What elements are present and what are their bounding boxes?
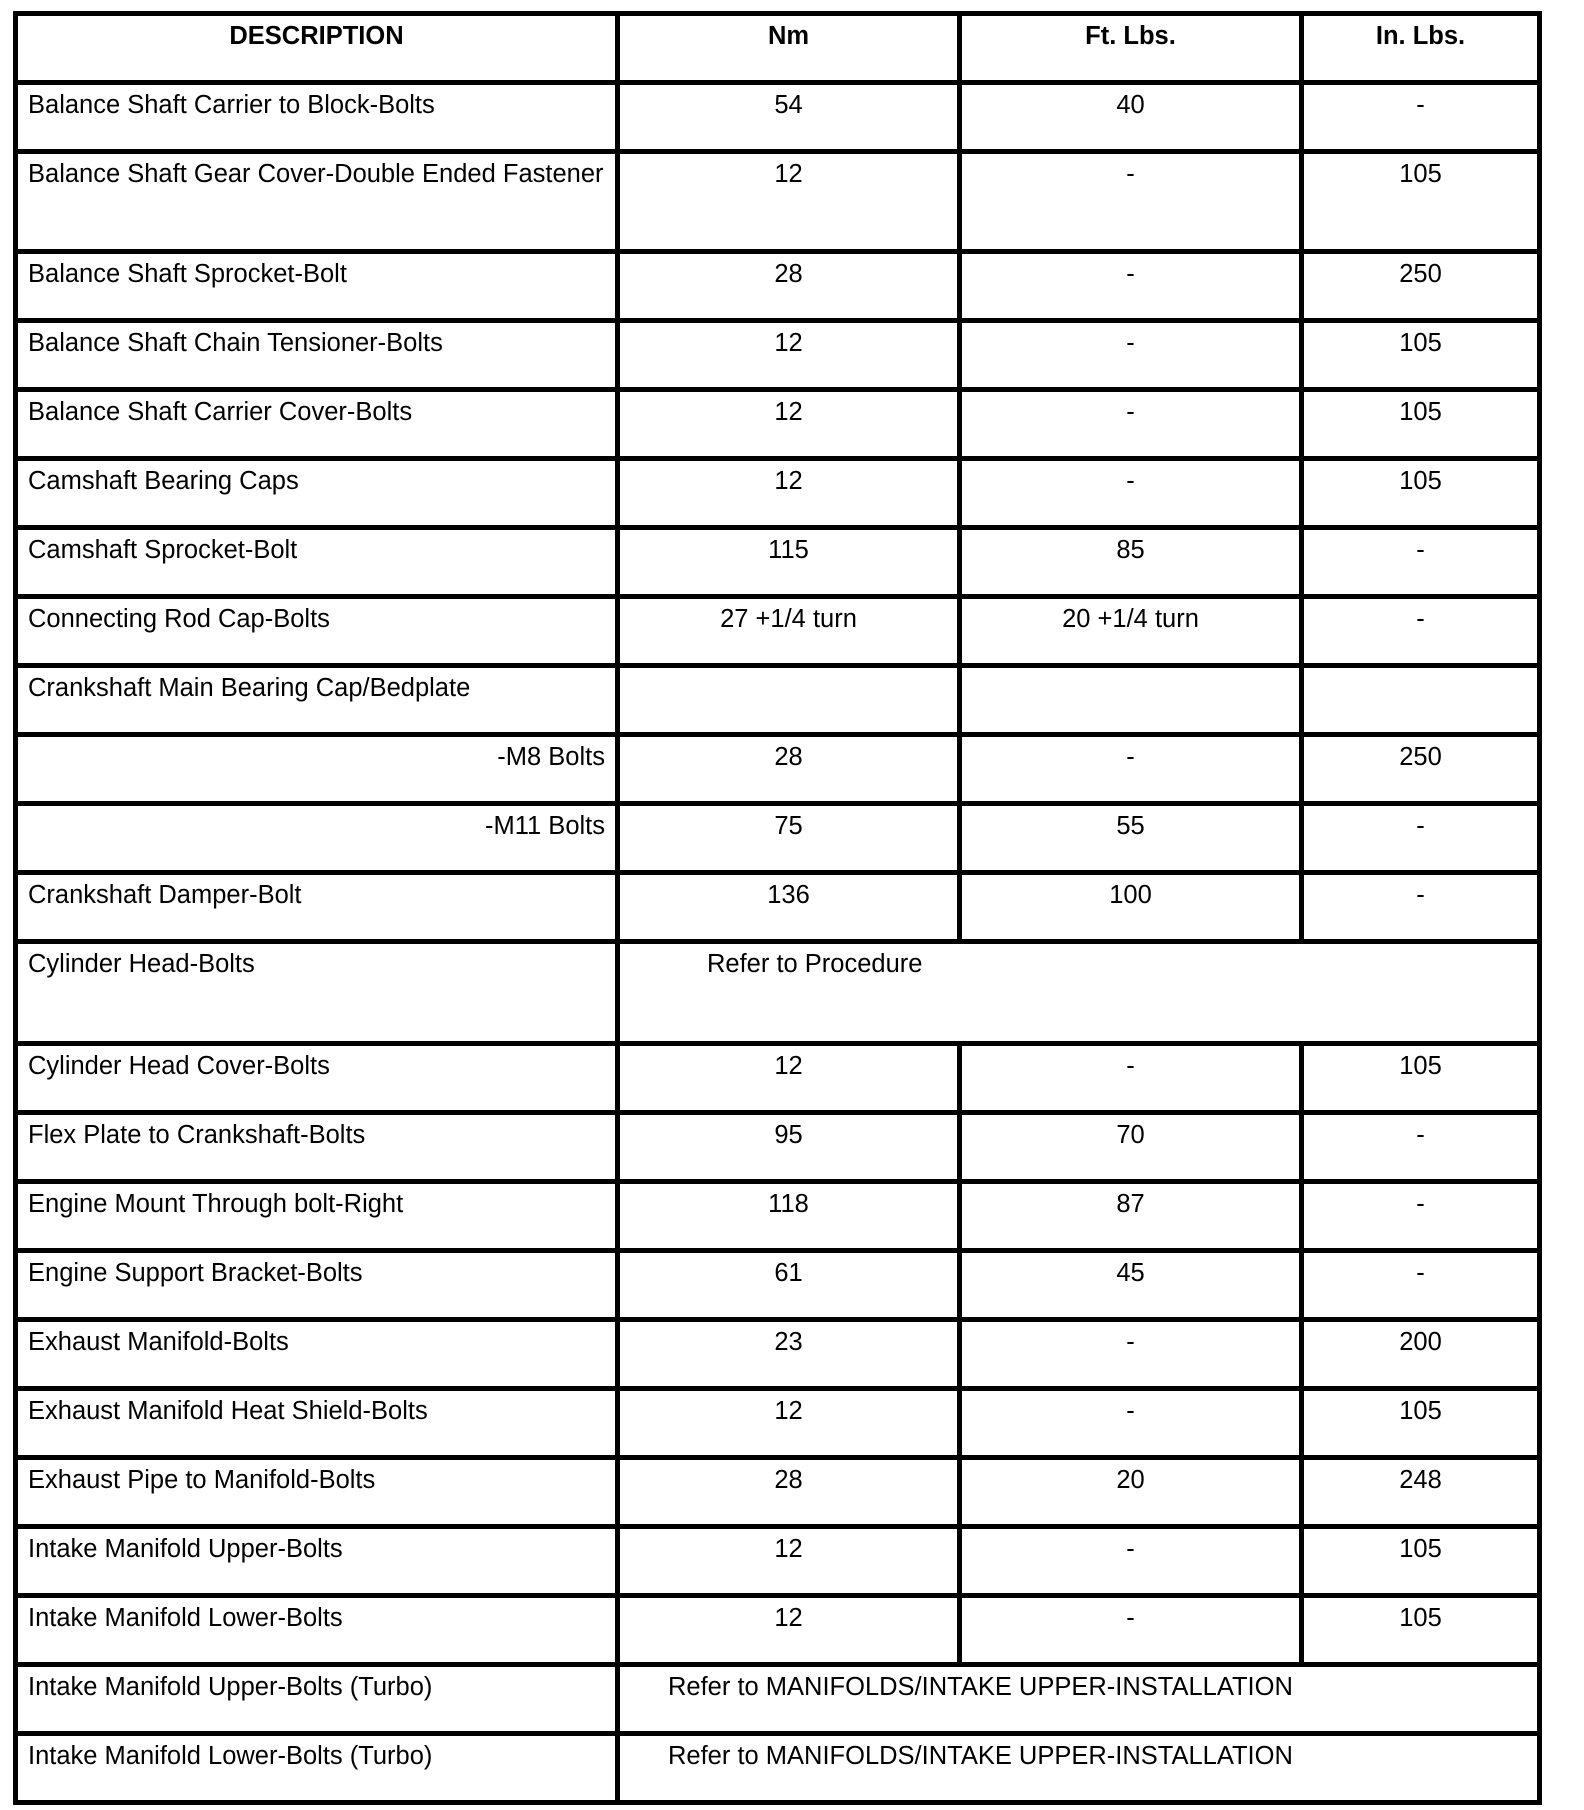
ft-lbs-cell: 70 [960,1113,1302,1182]
nm-cell: 28 [618,735,960,804]
description-cell: Camshaft Bearing Caps [16,459,618,528]
ft-lbs-cell: - [960,252,1302,321]
table-row [16,390,1540,459]
header-row [16,14,1540,83]
ft-lbs-cell: - [960,1596,1302,1665]
in-lbs-cell: 105 [1302,459,1540,528]
ft-lbs-cell: - [960,390,1302,459]
table-row [16,1734,1540,1803]
nm-cell: 115 [618,528,960,597]
description-cell: Camshaft Sprocket-Bolt [16,528,618,597]
table-row [16,321,1540,390]
description-cell: Balance Shaft Gear Cover-Double Ended Fastener [16,152,618,252]
description-cell: Balance Shaft Sprocket-Bolt [16,252,618,321]
procedure-note-cell: Refer to MANIFOLDS/INTAKE UPPER-INSTALLATION [618,1665,1540,1734]
nm-cell: 12 [618,152,960,252]
nm-cell: 136 [618,873,960,942]
description-cell: Exhaust Manifold Heat Shield-Bolts [16,1389,618,1458]
table-row [16,1527,1540,1596]
ft-lbs-cell [960,666,1302,735]
ft-lbs-cell: 55 [960,804,1302,873]
table-row [16,1113,1540,1182]
ft-lbs-cell: - [960,1044,1302,1113]
in-lbs-cell: - [1302,1182,1540,1251]
nm-cell: 12 [618,1389,960,1458]
in-lbs-cell: 250 [1302,735,1540,804]
in-lbs-cell: - [1302,1251,1540,1320]
description-cell: Flex Plate to Crankshaft-Bolts [16,1113,618,1182]
description-cell: Intake Manifold Lower-Bolts [16,1596,618,1665]
description-cell: Cylinder Head-Bolts [16,942,618,1044]
nm-cell: 27 +1/4 turn [618,597,960,666]
description-cell: Exhaust Pipe to Manifold-Bolts [16,1458,618,1527]
description-cell: Balance Shaft Chain Tensioner-Bolts [16,321,618,390]
in-lbs-cell: - [1302,83,1540,152]
in-lbs-cell: 105 [1302,1389,1540,1458]
table-row [16,735,1540,804]
nm-cell: 12 [618,1527,960,1596]
description-cell: Cylinder Head Cover-Bolts [16,1044,618,1113]
ft-lbs-cell: 87 [960,1182,1302,1251]
table-row [16,1320,1540,1389]
nm-cell: 95 [618,1113,960,1182]
ft-lbs-cell: 40 [960,83,1302,152]
table-row [16,804,1540,873]
torque-spec-table [13,11,1542,1805]
table-row [16,873,1540,942]
description-cell: Connecting Rod Cap-Bolts [16,597,618,666]
description-cell: -M11 Bolts [16,804,618,873]
in-lbs-cell: 248 [1302,1458,1540,1527]
nm-cell: 75 [618,804,960,873]
nm-cell: 28 [618,252,960,321]
in-lbs-cell: 105 [1302,1527,1540,1596]
description-cell: Intake Manifold Lower-Bolts (Turbo) [16,1734,618,1803]
ft-lbs-cell: - [960,1527,1302,1596]
description-cell: Balance Shaft Carrier to Block-Bolts [16,83,618,152]
description-cell: Exhaust Manifold-Bolts [16,1320,618,1389]
nm-cell [618,666,960,735]
table-row [16,1665,1540,1734]
table-row [16,1389,1540,1458]
in-lbs-cell: 105 [1302,321,1540,390]
ft-lbs-cell: - [960,735,1302,804]
in-lbs-cell: 105 [1302,1596,1540,1665]
nm-cell: 12 [618,459,960,528]
description-cell: Engine Mount Through bolt-Right [16,1182,618,1251]
in-lbs-cell: - [1302,873,1540,942]
ft-lbs-cell: 85 [960,528,1302,597]
table-row [16,666,1540,735]
in-lbs-cell: 105 [1302,152,1540,252]
description-cell: Engine Support Bracket-Bolts [16,1251,618,1320]
table-row [16,1596,1540,1665]
ft-lbs-cell: - [960,1389,1302,1458]
table-row [16,528,1540,597]
nm-cell: 61 [618,1251,960,1320]
ft-lbs-cell: - [960,459,1302,528]
in-lbs-cell: 200 [1302,1320,1540,1389]
ft-lbs-cell: 20 +1/4 turn [960,597,1302,666]
description-cell: -M8 Bolts [16,735,618,804]
nm-cell: 12 [618,1596,960,1665]
table-row [16,1182,1540,1251]
header-nm: Nm [618,14,960,83]
header-in-lbs: In. Lbs. [1302,14,1540,83]
in-lbs-cell: - [1302,597,1540,666]
in-lbs-cell: - [1302,1113,1540,1182]
description-cell: Intake Manifold Upper-Bolts (Turbo) [16,1665,618,1734]
in-lbs-cell: 105 [1302,1044,1540,1113]
ft-lbs-cell: - [960,152,1302,252]
nm-cell: 118 [618,1182,960,1251]
header-description: DESCRIPTION [16,14,618,83]
ft-lbs-cell: 45 [960,1251,1302,1320]
table-row [16,252,1540,321]
table-row [16,942,1540,1044]
nm-cell: 12 [618,1044,960,1113]
table-row [16,83,1540,152]
description-cell: Crankshaft Damper-Bolt [16,873,618,942]
header-ft-lbs: Ft. Lbs. [960,14,1302,83]
ft-lbs-cell: 100 [960,873,1302,942]
table-row [16,597,1540,666]
nm-cell: 12 [618,321,960,390]
ft-lbs-cell: - [960,321,1302,390]
description-cell: Balance Shaft Carrier Cover-Bolts [16,390,618,459]
procedure-note-cell: Refer to MANIFOLDS/INTAKE UPPER-INSTALLATION [618,1734,1540,1803]
table-row [16,1458,1540,1527]
description-cell: Intake Manifold Upper-Bolts [16,1527,618,1596]
in-lbs-cell: 105 [1302,390,1540,459]
table-row [16,152,1540,252]
in-lbs-cell: - [1302,804,1540,873]
description-cell: Crankshaft Main Bearing Cap/Bedplate [16,666,618,735]
table-row [16,459,1540,528]
in-lbs-cell: - [1302,528,1540,597]
nm-cell: 54 [618,83,960,152]
in-lbs-cell [1302,666,1540,735]
ft-lbs-cell: 20 [960,1458,1302,1527]
nm-cell: 23 [618,1320,960,1389]
nm-cell: 12 [618,390,960,459]
in-lbs-cell: 250 [1302,252,1540,321]
nm-cell: 28 [618,1458,960,1527]
procedure-note-cell: Refer to Procedure [618,942,1540,1044]
ft-lbs-cell: - [960,1320,1302,1389]
table-row [16,1044,1540,1113]
table-row [16,1251,1540,1320]
